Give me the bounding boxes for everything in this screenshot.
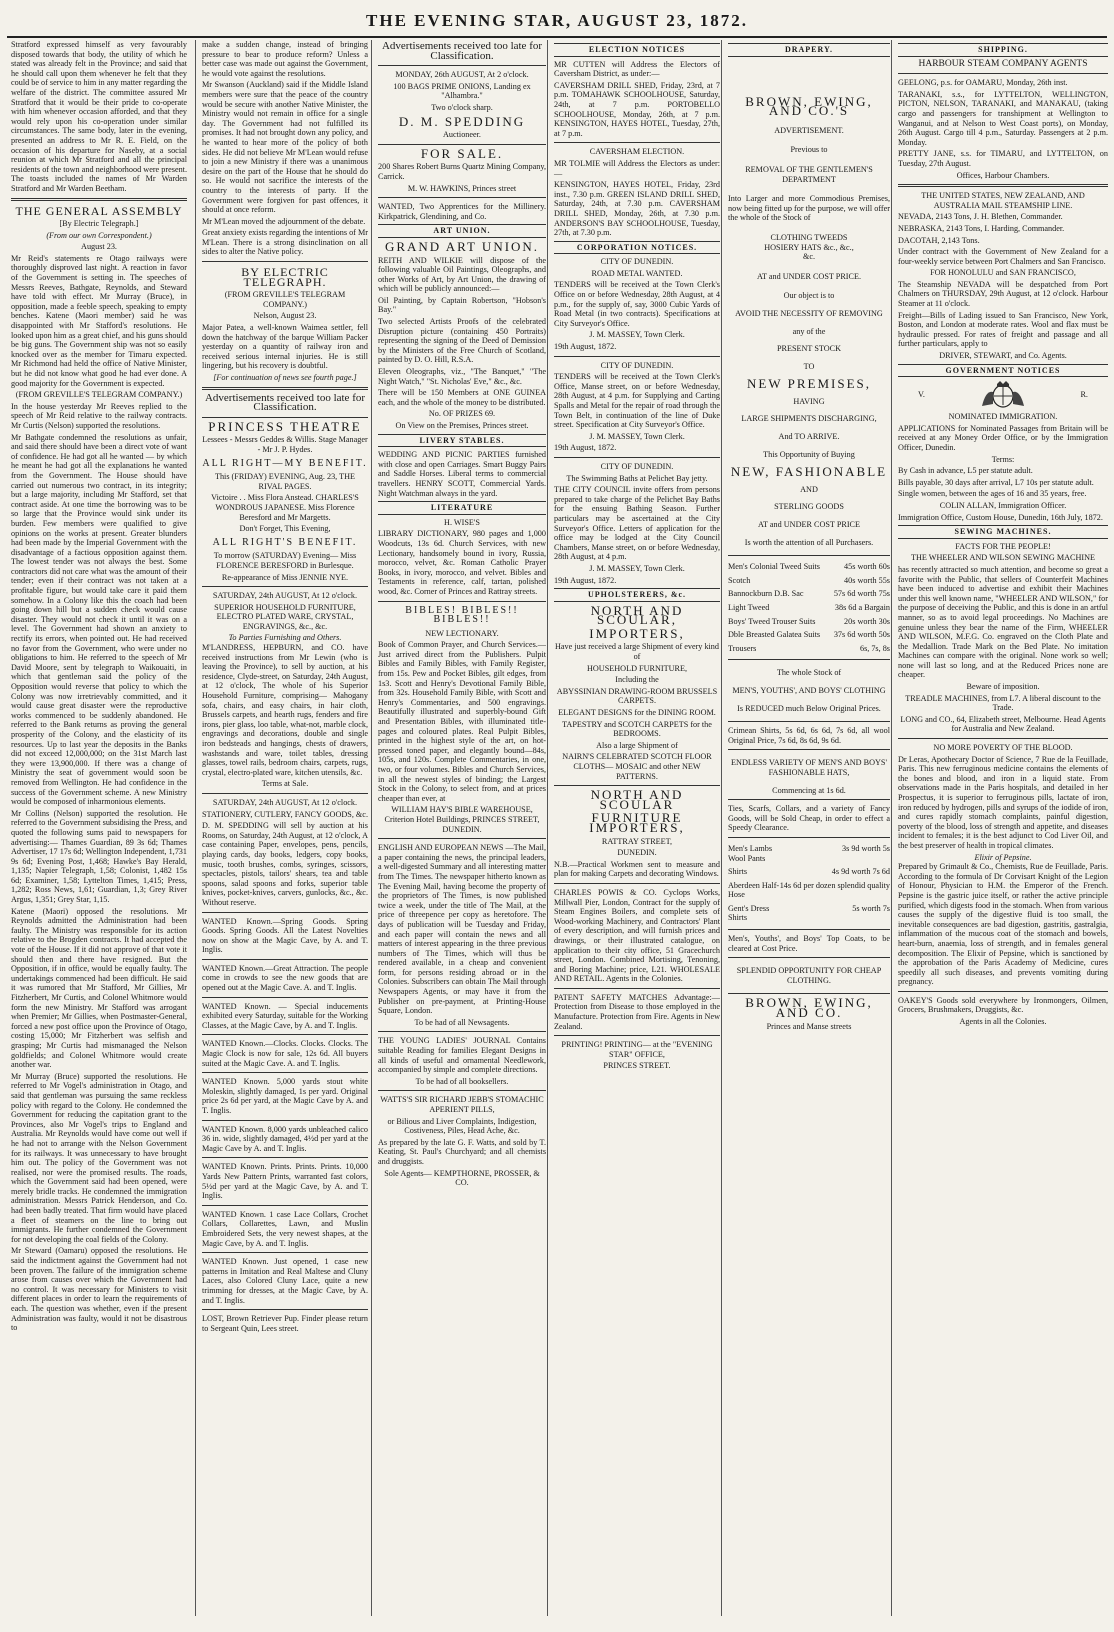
- auction-furniture-ad: [202, 591, 368, 789]
- column-2: [195, 40, 372, 1616]
- tapestry-text: TAPESTRY and SCOTCH CARPETS for the BEDROOMS.: [562, 719, 712, 739]
- printing-street: PRINCES STREET.: [603, 1061, 671, 1071]
- contract-text: Under contract with the Government of New Zealand for a four-weekly service between Port Chalmers and San Francisco.: [898, 247, 1108, 266]
- furniture-text: HOUSEHOLD FURNITURE,: [586, 663, 688, 673]
- north-scoular-title: NORTH AND SCOULAR,: [590, 602, 684, 628]
- ties-text: Ties, Scarfs, Collars, and a variety of Fancy Goods, will be Sold Cheap, in order to effect a Speedy Clearance.: [728, 804, 890, 833]
- immigration-officer: COLIN ALLAN, Immigration Officer.: [939, 500, 1067, 510]
- caversham-title: CAVERSHAM ELECTION.: [589, 147, 685, 157]
- new-premises-text: NEW PREMISES,: [747, 376, 871, 392]
- notice-date: 19th August, 1872.: [554, 342, 617, 352]
- royal-arms-icon: [974, 380, 1032, 410]
- column-3: [371, 40, 550, 1616]
- price-row: [728, 842, 890, 865]
- theatre-ad: [202, 418, 368, 582]
- worth-text: Is worth the attention of all Purchasers.: [744, 537, 874, 547]
- shipment-text: Have just received a large Shipment of every kind of: [555, 642, 719, 662]
- theatre-night: ALL RIGHT—MY BENEFIT.: [202, 457, 368, 469]
- divider: [202, 959, 368, 960]
- wanted-ad: WANTED Known.—Clocks. Clocks. Clocks. The Magic Clock is now for sale, 12s 6d. All buyers suited at the Magic Cave. A. and T. Inglis.: [202, 1039, 368, 1068]
- price-value: 5s worth 7s: [852, 903, 890, 913]
- article-paragraph: Great anxiety exists regarding the intentions of Mr M'Lean. There is a strong disinclination on all sides to alter the Native policy.: [202, 228, 368, 257]
- pepsine-body: Prepared by Grimault & Co., Chemists, Rue de Feuillade, Paris. According to the formula of Dr Corvisart Knight of the Legion of Honour, Physician to H.M. the Emperor of the French. Pepsine is the gastric juice itself, or rather the active principle purified, which digests food in the stomach. When from various causes the supply of the digestive fluid is too small, the inevitable consequences are bad digestion, gastritis, gastralgia, inflammation of the mucous coat of the stomach and bowels, heart-burn, anaemia, loss of strength, and in females general decomposition. The Elixir of Pepsine, which is sanctioned by the approbation of the Paris Academy of Medicine, cures speedily all such diseases, and prevents vomiting during pregnancy.: [898, 862, 1108, 987]
- column-4: [547, 40, 724, 1616]
- column-6: [891, 40, 1108, 1616]
- section-corporation: CORPORATION NOTICES.: [554, 241, 720, 255]
- columns: [7, 40, 1107, 1616]
- wanted-ad: WANTED Known. Prints. Prints. Prints. 10,000 Yards New Pattern Prints, warranted fast colors, 5½d per yard at the Magic Cave, by A. and T. Inglis.: [202, 1162, 368, 1201]
- rattray-street: RATTRAY STREET,: [601, 836, 673, 846]
- price-value: 20s worth 30s: [844, 616, 890, 626]
- auction-date: MONDAY, 26th AUGUST, At 2 o'clock.: [395, 70, 529, 80]
- new-fashionable-text: NEW, FASHIONABLE: [730, 464, 888, 480]
- divider: [378, 65, 546, 66]
- harbour-steam-title: HARBOUR STEAM COMPANY AGENTS: [918, 58, 1088, 69]
- printing-ad: PRINTING! PRINTING— at the "EVENING STAR" OFFICE,: [561, 1040, 713, 1059]
- sale-title: STATIONERY, CUTLERY, FANCY GOODS, &c.: [202, 809, 368, 819]
- jebb-agents: Sole Agents— KEMPTHORNE, PROSSER, & CO.: [384, 1168, 540, 1188]
- price-item: Aberdeen Half-Hose: [728, 880, 780, 900]
- price-row: [728, 902, 890, 925]
- divider: [898, 738, 1108, 739]
- divider: [202, 1252, 368, 1253]
- price-value: 38s 6d a Bargain: [834, 603, 890, 612]
- splendid-text: SPLENDID OPPORTUNITY FOR CHEAP CLOTHING.: [736, 966, 882, 985]
- driver-stewart: DRIVER, STEWART, and Co. Agents.: [939, 351, 1067, 361]
- divider: [378, 144, 546, 145]
- into-text: Into Larger and more Commodious Premises, now being fitted up for the purpose, we will offer the whole of the Stock of: [728, 194, 890, 223]
- section-upholsterers: UPHOLSTERERS, &c.: [554, 588, 720, 602]
- previous-text: Previous to: [790, 145, 828, 155]
- price-row: [728, 615, 890, 629]
- masthead-title: THE EVENING STAR, AUGUST 23, 1872.: [366, 11, 748, 30]
- for-sale-title: FOR SALE.: [420, 145, 504, 161]
- divider: [554, 457, 720, 458]
- advertisement-label: ADVERTISEMENT.: [774, 125, 844, 135]
- notice-date: 19th August, 1872.: [554, 575, 617, 585]
- article-intro: Stratford expressed himself as very favourably disposed towards that body, the utility of which he stated was already felt in the Province; and said that he should call upon them whenever he felt that they could be of service to him in any matter regarding the welfare of the district. The committee assured Mr Stratford that it would be their pride to co-operate with him whenever occasion afforded, and that they would rely upon his co-operation under similar circumstances. The same body, later in the evening, presented an address to Mr R. E. Field, on the occasion of his departure for Naseby, at a social reunion at which Mr Stratford and all the principal residents of the town and neighborhood were present. The toasts included the names of Mr Warden Stratford and Mr Warden Beetham.: [11, 40, 187, 193]
- divider: [378, 838, 546, 839]
- nevada-line: NEVADA, 2143 Tons, J. H. Blethen, Commander.: [898, 212, 1063, 222]
- price-item: Men's Colonial Tweed Suits: [728, 562, 820, 572]
- divider: [728, 799, 890, 800]
- art-union-body: REITH AND WILKIE will dispose of the following valuable Oil Paintings, Oleographs, and other Works of Art, by Art Union, the drawing of which will be publicly announced:—: [378, 255, 546, 294]
- divider: [378, 601, 546, 602]
- town-clerk: J. M. MASSEY, Town Clerk.: [589, 563, 685, 573]
- cutten-notice: MR CUTTEN will Address the Electors of Caversham District, as under:—: [554, 59, 720, 79]
- hats-text: ENDLESS VARIETY OF MEN'S AND BOYS' FASHIONABLE HATS,: [731, 758, 887, 777]
- divider: [554, 1035, 720, 1036]
- divider: [202, 1309, 368, 1310]
- price-value: 3s 9d worth 5s: [842, 843, 890, 853]
- divider: [202, 1034, 368, 1035]
- offices-line: Offices, Harbour Chambers.: [956, 170, 1050, 180]
- section-election: ELECTION NOTICES: [554, 43, 720, 57]
- divider: [378, 197, 546, 198]
- sale-body: D. M. SPEDDING will sell by auction at his Rooms, on Saturday, 24th August, at 12 o'clock, A case containing Paper, envelopes, pens, pencils, playing cards, day books, ledgers, copy books, music, tooth brushes, combs, syringes, scissors, spectacles, pistols, tailors' shears, tea and table spoons, salad spoons and forks, superior table knives, pocket-knives, carvers, gunlocks, &c., &c. Without reserve.: [202, 821, 368, 907]
- dateline: August 23.: [81, 242, 117, 252]
- late-ads-header: Advertisements received too late for Classification.: [204, 391, 366, 414]
- arrive-text: And TO ARRIVE.: [778, 432, 840, 442]
- divider: [728, 749, 890, 750]
- price-item: Gent's Dress Shirts: [728, 903, 770, 923]
- section-art-union: ART UNION.: [378, 224, 546, 238]
- present-stock-text: PRESENT STOCK: [776, 344, 842, 354]
- sterling-text: STERLING GOODS: [774, 502, 844, 512]
- furniture-importers: FURNITURE IMPORTERS,: [589, 810, 685, 835]
- masthead: [7, 6, 1107, 38]
- article-paragraph: Mr Murray (Bruce) supported the resolutions. He referred to Mr Vogel's administration in Otago, and said that gentleman was pursuing the same reckless policy with regard to the Colony. He condemned the Government for reducing the capitation grant to the Provinces, also Mr Vogel's trips to England and Australia. Mr Reynolds would have come out well if he had not to arrange with the Nelson Government for its railways. It was unnecessary to have brought him out. The policy of the Government was not realised, nor were the promised results. The roads, which the Government said had been opened, were merely bridle tracks. He condemned the immigration administration. Messrs Patrick Henderson, and Co. had been badly treated. That firm would have placed a fleet of steamers on the line to bring out immigrants. He further condemned the Government for not developing the coal fields of the Colony.: [11, 1071, 187, 1244]
- article-paragraph: Major Patea, a well-known Waimea settler, fell down the hatchway of the barque William Packer yesterday on a quantity of railway iron and received serious internal injuries. He is still lingering, but his recovery is doubtful.: [202, 323, 368, 371]
- price-value: 4s 9d worth 7s 6d: [831, 867, 890, 877]
- divider: [554, 142, 720, 143]
- lost-ad: LOST, Brown Retriever Pup. Finder please return to Sergeant Quin, Lees street.: [202, 1314, 368, 1333]
- byline: [By Electric Telegraph.]: [59, 219, 139, 229]
- wanted-ad: WANTED Known.—Great Attraction. The people come in crowds to see the new goods that are opened out at the Magic Cave. A. and T. Inglis.: [202, 963, 368, 993]
- bible-warehouse: WILLIAM HAY'S BIBLE WAREHOUSE, Criterion Hotel Buildings, PRINCES STREET, DUNEDIN.: [384, 805, 540, 834]
- royal-crest-row: [898, 380, 1108, 410]
- article-paragraph: Mr Steward (Oamaru) opposed the resolutions. He said the indictment against the Government had not been proven. The failure of the immigration scheme arose from causes over which the Government had no control. It was necessary for Ministers to visit different places in order to learn the requirements of each. The question was whether, even if the present Administration was faulty, would it not be disastrous to: [11, 1246, 187, 1333]
- price-item: Light Tweed: [728, 603, 770, 612]
- pretty-jane-notice: PRETTY JANE, s.s. for TIMARU, and LYTTELTON, on Tuesday, 27th August.: [898, 149, 1108, 168]
- crimean-text: Crimean Shirts, 5s 6d, 6s 6d, 7s 6d, all wool Original Price, 7s 6d, 8s 6d, 9s 6d.: [728, 726, 890, 745]
- geelong-notice: GEELONG, p.s. for OAMARU, Monday, 26th inst.: [898, 78, 1068, 88]
- powis-ad: CHARLES POWIS & CO. Cyclops Works, Millwall Pier, London, Contract for the supply of Steam Engines Boilers, and complete sets of Wood-working Machinery, and Contractors' Plant of every description, and will furnish prices and drawings, or their illustrated catalogue, on application to their city office, 51 Gracechurch street, London. Combined Mortising, Tenoning, and Boring Machine; price, L21. WHOLESALE AND RETAIL. Agents in the Colonies.: [554, 887, 720, 984]
- treadle-text: TREADLE MACHINES, from L7. A liberal discount to the Trade.: [905, 693, 1101, 713]
- goods-list: CLOTHING TWEEDS HOSIERY HATS &c., &c., &c.: [764, 232, 854, 262]
- applications-text: APPLICATIONS for Nominated Passages from Britain will be received at any Money Order Office, or by the Immigration Officer, Dunedin.: [898, 423, 1108, 452]
- dacotah-line: DACOTAH, 2,143 Tons.: [898, 235, 980, 245]
- late-ads-header: Advertisements received too late for Classification.: [381, 40, 543, 62]
- price-value: 37s 6d worth 50s: [833, 630, 890, 640]
- brown-ewing-street: Princes and Manse streets: [766, 1021, 852, 1031]
- divider: [898, 73, 1108, 74]
- sale-terms: Terms at Sale.: [261, 779, 309, 789]
- road-metal-body: TENDERS will be received at the Town Clerk's Office on or before Wednesday, 28th August, at 4 p.m., for the supply of, say, 3000 Cubic Yards of Road Metal (in two contracts). Specifications at City Surveyor's Office.: [554, 280, 720, 328]
- city-title: CITY OF DUNEDIN.: [600, 360, 674, 370]
- also-text: Also a large Shipment of: [596, 740, 678, 750]
- article-paragraph: In the house yesterday Mr Reeves replied to the speech of Mr Reid relative to the railway contracts. Mr Curtis (Nelson) supported the resolutions.: [11, 401, 187, 430]
- divider: [728, 929, 890, 930]
- long-co-text: LONG and CO., 64, Elizabeth street, Melbourne. Head Agents for Australia and New Zealand.: [900, 714, 1106, 734]
- to-text: TO: [803, 361, 815, 371]
- wise-ad: LIBRARY DICTIONARY, 980 pages and 1,000 Woodcuts, 13s 6d. Church Services, with new Lectionary, handsomely bound in ivory, Russia, morocco, velvet, &c. Roman Catholic Prayer Books, in ivory, morocco, and velvet. Bibles and Testaments in reference, calf, tartan, polished wood, &c. Corner of Princes and Rattray streets.: [378, 529, 546, 596]
- theatre-title: PRINCESS THEATRE: [208, 418, 362, 434]
- article-paragraph: Mr Swanson (Auckland) said if the Middle Island members were sure that the peace of the country would be secure with another Native Minister, the Ministry would not remain in office for a single day. The Government had not fulfilled its promises. It had not brought down any policy, and he wanted to hear more of the policy of both sides. He did not believe Mr M'Lean would refuse to join a new Ministry if there was a unanimous desire on the part of the House that he should do so. He would not sacrifice the interests of the country to the interests of party. If the Government were forgiven for past offences, it should at once reform.: [202, 80, 368, 215]
- mail-agents: To be had of all Newsagents.: [414, 1017, 510, 1027]
- column-5: [721, 40, 894, 1616]
- sale-date: SATURDAY, 24th AUGUST, At 12 o'clock.: [212, 797, 358, 807]
- wheeler-body: has recently attracted so much attention, and become so great a favorite with the Public, that sellers of Counterfeit Machines have been induced to advertise and exhibit their Machines under this well known name, "WHEELER AND WILSON," for the purpose of deceiving the Public, and this is done in an artful manner, so as to avoid legal proceedings. No Machines are genuine unless they bear the name of the Firm, WHEELER AND WILSON, M.F.G. Co. engraved on the Cloth Plate and the Medallion. Trade Mark on the Bed Plate. No imitation Machines can compare with the original. None work so well; none will last so long, and at the Reduced Prices none are cheaper.: [898, 564, 1108, 680]
- price-row: [728, 865, 890, 879]
- price-row: [728, 642, 890, 656]
- lectionary-title: NEW LECTIONARY.: [425, 628, 499, 638]
- bibles-title: BIBLES! BIBLES!! BIBLES!!: [405, 604, 519, 626]
- price-item: Trousers: [728, 643, 757, 653]
- nominated-title: NOMINATED IMMIGRATION.: [948, 412, 1058, 422]
- oakey-ad: OAKEY'S Goods sold everywhere by Ironmongers, Oilmen, Grocers, Brushmakers, Druggists, &c.: [898, 995, 1108, 1015]
- city-title: CITY OF DUNEDIN.: [600, 257, 674, 267]
- honolulu-title: FOR HONOLULU and SAN FRANCISCO,: [930, 268, 1076, 278]
- art-union-members: There will be 150 Members at ONE GUINEA each, and the whole of the money to be distributed.: [378, 388, 546, 407]
- jebb-body: or Bilious and Liver Complaints, Indigestion, Costiveness, Piles, Head Ache, &c.: [387, 1116, 537, 1136]
- notice-date: 19th August, 1872.: [554, 443, 617, 453]
- baths-body: THE CITY COUNCIL invite offers from persons prepared to take charge of the Pelichet Bay Baths for the ensuing Bathing Season. Further particulars may be ascertained at the City Surveyor's Office. Letters of application for the office may be lodged at the City Council Chambers, Manse street, on or before Wednesday, 28th August, at 4 p.m.: [554, 485, 720, 562]
- divider: [202, 387, 368, 390]
- opportunity-text: This Opportunity of Buying: [763, 449, 855, 459]
- at-under-text: AT and UNDER COST PRICE: [757, 520, 861, 530]
- divider: [728, 721, 890, 722]
- for-sale-signature: M. W. HAWKINS, Princes street: [407, 183, 517, 193]
- source-line: (FROM GREVILLE'S TELEGRAM COMPANY.): [224, 290, 346, 309]
- divider: [728, 659, 890, 660]
- price-row: [728, 574, 890, 588]
- including-text: Including the: [615, 675, 659, 685]
- divider: [378, 1031, 546, 1032]
- dateline: Nelson, August 23.: [253, 311, 317, 321]
- theatre-cast: Victoire . . Miss Flora Anstead. CHARLES'S WONDROUS JAPANESE. Miss Florence Beresford and Mr Margetts.: [211, 493, 359, 522]
- theatre-forget: Don't Forget, This Evening,: [239, 524, 331, 534]
- section-literature: LITERATURE: [378, 501, 546, 515]
- pepsine-title: Elixir of Pepsine.: [974, 852, 1032, 862]
- bills-terms: Bills payable, 30 days after arrival, L7 10s per statute adult.: [898, 477, 1094, 487]
- onions-title: 100 BAGS PRIME ONIONS, Landing ex "Alhambra.": [393, 81, 531, 101]
- price-value: 6s, 7s, 8s: [859, 643, 890, 653]
- having-text: HAVING: [793, 396, 825, 406]
- shipments-text: LARGE SHIPMENTS DISCHARGING,: [741, 414, 877, 424]
- ladies-journal-agents: To be had of all booksellers.: [415, 1076, 509, 1086]
- price-item: Shirts: [728, 867, 748, 877]
- town-clerk: J. M. MASSEY, Town Clerk.: [589, 330, 685, 340]
- divider: [202, 793, 368, 794]
- north-scoular-importers: IMPORTERS,: [589, 625, 685, 641]
- divider: [202, 417, 368, 418]
- auctioneer-label: Auctioneer.: [443, 130, 481, 140]
- wanted-ad: WANTED Known. — Special inducements exhibited every Saturday, suitable for the Working Classes, at the Magic Cave, by A. and T. Inglis.: [202, 1001, 368, 1030]
- steamship-text: The Steamship NEVADA will be despatched from Port Chalmers on THURSDAY, 29th August, at 12 o'clock. Harbour Steamer at 11 o'clock.: [898, 279, 1108, 309]
- crest-letter-r: R.: [1080, 390, 1088, 400]
- price-row: [728, 587, 890, 601]
- price-item: Dble Breasted Galatea Suits: [728, 630, 821, 640]
- price-value: 40s worth 55s: [844, 575, 890, 585]
- tolmie-notice: MR TOLMIE will Address the Electors as under:—: [554, 158, 720, 178]
- avoid-text: AVOID THE NECESSITY OF REMOVING: [735, 308, 883, 318]
- wanted-ad: WANTED Known. Just opened, 1 case new patterns in Imitation and Real Maltese and Cluny Laces, also Colored Cluny Lace, quite a new trimming for dresses, at the Magic Cave, by A. and T. Inglis.: [202, 1257, 368, 1305]
- divider: [202, 586, 368, 587]
- jebb-prepared: As prepared by the late G. F. Watts, and sold by T. Keating, St. Paul's Churchyard; and all chemists and druggists.: [378, 1137, 546, 1166]
- cost-price-text: AT and UNDER COST PRICE.: [756, 271, 862, 281]
- wanted-ad: WANTED Known. 5,000 yards stout white Moleskin, slightly damaged, 1s per yard. Original price 2s 6d per yard, at the Magic Cave by A. and T. Inglis.: [202, 1077, 368, 1115]
- art-union-proofs: Two selected Artists Proofs of the celebrated Disruption picture (containing 450 Portraits) representing the signing of the Deed of Demission by the Ministers of the Free Church of Scotland, painted by D. O. Hill, R.S.A.: [378, 317, 546, 365]
- price-row: [728, 628, 890, 642]
- divider: [728, 837, 890, 838]
- art-union-oleographs: Eleven Oleographs, viz., "The Banquet," "The Night Watch," "St. Nicholas' Eve," &c., &c.: [378, 367, 546, 386]
- price-value: 45s worth 60s: [844, 562, 890, 572]
- single-women-terms: Single women, between the ages of 16 and 35 years, free.: [898, 489, 1087, 499]
- section-drapery: DRAPERY.: [728, 43, 890, 57]
- art-union-oil: Oil Painting, by Captain Robertson, "Hobson's Bay.": [378, 295, 546, 315]
- dining-text: ELEGANT DESIGNS for the DINING ROOM.: [558, 708, 716, 718]
- article-heading: BY ELECTRIC TELEGRAPH.: [241, 265, 329, 289]
- divider: [202, 1205, 368, 1206]
- ladies-journal-ad: THE YOUNG LADIES' JOURNAL Contains suitable Reading for families Elegant Designs in all kinds of useful and ornamental Needlework, accompanied by simple and complete directions.: [378, 1036, 546, 1075]
- divider: [728, 555, 890, 556]
- nebraska-line: NEBRASKA, 2143 Tons, I. Harding, Commander.: [898, 223, 1065, 233]
- onions-terms: Two o'clock sharp.: [431, 102, 493, 112]
- article-heading: THE GENERAL ASSEMBLY: [15, 203, 183, 218]
- price-item: Men's Lambs Wool Pants: [728, 843, 772, 863]
- divider: [898, 991, 1108, 992]
- price-list: [728, 560, 890, 655]
- city-title: CITY OF DUNEDIN.: [600, 461, 674, 471]
- north-scoular-title-2: NORTH AND SCOULAR: [590, 787, 684, 812]
- and-text: AND: [800, 484, 818, 494]
- divider: [554, 883, 720, 884]
- baths-title: The Swimming Baths at Pelichet Bay jetty.: [566, 473, 708, 483]
- for-sale-body: 200 Shares Robert Burns Quartz Mining Company, Carrick.: [378, 162, 546, 181]
- spalls-body: TENDERS will be received at the Town Clerk's Office, Manse street, on or before Wednesday, 28th August, at 4 p.m. for Supplying and Carting Spalls and Metal for the repair of road through the Town Belt, in continuation of the line of Duke street. Specification at City Surveyor's Office.: [554, 372, 720, 430]
- wanted-ad: WANTED Known. 8,000 yards unbleached calico 36 in. wide, slightly damaged, 4½d per yard at the Magic Cave by A. and T. Inglis.: [202, 1124, 368, 1153]
- section-sewing: SEWING MACHINES.: [898, 525, 1108, 539]
- wheeler-title: THE WHEELER AND WILSON SEWING MACHINE: [910, 553, 1096, 563]
- livery-ad: WEDDING AND PICNIC PARTIES furnished with close and open Carriages. Smart Buggy Pairs and Saddle Horses. Liberal terms to commercial travellers. HENRY SCOTT, Commercial Yards. Night Watchman always in the yard.: [378, 450, 546, 498]
- crest-letter-v: V.: [918, 390, 925, 400]
- price-row: [728, 560, 890, 574]
- reduced-text: Is REDUCED much Below Original Prices.: [737, 703, 881, 713]
- sale-title: SUPERIOR HOUSEHOLD FURNITURE, ELECTRO PLATED WARE, CRYSTAL, ENGRAVINGS, &c., &c.: [214, 602, 356, 631]
- price-row: [728, 601, 890, 615]
- price-list-2: [728, 842, 890, 925]
- newspaper-page: [7, 6, 1107, 1616]
- dunedin: DUNEDIN.: [617, 848, 657, 858]
- article-paragraph: Katene (Maori) opposed the resolutions. Mr Reynolds admitted the Administration had been faulty. The Ministry was responsible for its action relative to the Brogden contracts. It had accepted the vote of the House. If it did not approve of that vote it should then and there have resigned. But the Opposition, if in office, would be equally faulty. The undertakings commenced had been difficult. He said it was rumored that Mr Stafford, Mr Gillies, Mr Fitzherbert, Mr Curtis, and Colonel Whitmore would form the new Ministry. Mr Stafford was arrogant when Premier; Mr Gillies, when Postmaster-General, forced a new post office upon the Province of Otago, costing 15,000; Mr Fitzherbert was selfish and grasping; Mr Curtis had mismanaged the Nelson goldfields; and Colonel Whitmore would create another war.: [11, 906, 187, 1070]
- sale-body: M'LANDRESS, HEPBURN, and CO. have received instructions from Mr Lewin (who is leaving the Province), to sell by auction, at his residence, Clyde-street, on Saturday, 24th August, at 12 o'clock, The whole of his Superior Household Furniture, comprising— Mahogany sofa, chairs, and easy chairs, in hair cloth, Brussels carpets, and hearth rugs, fenders and fire irons, pier glass, loo table, what-not, marble clock, engravings and decorations, double and single iron bedsteads and hangings, chests of drawers, washstands and ware, toilet tables, dressing glasses, towel rails, bedroom chairs, carpets, rugs, crystal, electro-plated ware, kitchen utensils, &c.: [202, 643, 368, 777]
- column-1: [7, 40, 191, 1616]
- bibles-body: Book of Common Prayer, and Church Services.—Just arrived direct from the Publishers. Pulpit Bibles and Family Bibles, with Family Register, from 15s. Pew and Pocket Bibles, gilt edges, from 1s3. Scott and Henry's Devotional Family Bible, from 32s. Household Family Bible, with Scott and Henry's Commentaries, and 500 engravings. Beautifully illustrated and superbly-bound Gift and Presentation Bibles, with illuminated title-pages and coloured plates. Real Pulpit Bibles, printed in the highest style of the art, on hot-pressed toned paper, and elegantly bound—84s, 105s, and 120s. Complete Commentaries, in one, two, or four volumes. Bibles and Church Services, in all the newest styles of binding; the Largest Stock in the Colony, to select from, and at prices cheaper than ever, at: [378, 640, 546, 803]
- facts-title: FACTS FOR THE PEOPLE!: [955, 541, 1051, 551]
- theatre-lessees: Lessees - Messrs Geddes & Willis. Stage Manager - Mr J. P. Hydes.: [202, 435, 368, 454]
- divider: [202, 1157, 368, 1158]
- divider: [554, 988, 720, 989]
- divider: [728, 957, 890, 958]
- us-line-title: THE UNITED STATES, NEW ZEALAND, AND AUSTRALIA MAIL STEAMSHIP LINE.: [921, 191, 1085, 210]
- article-paragraph: make a sudden change, instead of bringing pressure to bear to produce reform? Unless a better case was made out against the Government, he would vote against the resolutions.: [202, 40, 368, 78]
- oakey-agents: Agents in all the Colonies.: [959, 1017, 1047, 1027]
- article-paragraph: Mr M'Lean moved the adjournment of the debate.: [202, 216, 366, 226]
- sale-subtitle: To Parties Furnishing and Others.: [228, 633, 342, 643]
- price-item: Bannockburn D.B. Sac: [728, 589, 804, 599]
- whole-stock-text: The whole Stock of: [776, 668, 842, 678]
- section-government: GOVERNMENT NOTICES: [898, 364, 1108, 378]
- divider: [202, 261, 368, 262]
- divider: [202, 912, 368, 913]
- byline-correspondent: (From our own Correspondent.): [46, 230, 152, 240]
- divider: [898, 184, 1108, 187]
- removal-text: REMOVAL OF THE GENTLEMEN'S DEPARTMENT: [745, 164, 873, 184]
- price-value: 14s 6d per dozen splendid quality: [779, 880, 890, 890]
- theatre-reappearance: Re-appearance of Miss JENNIE NYE.: [221, 572, 349, 582]
- continuation-note: [For continuation of news see fourth page.]: [213, 373, 357, 382]
- theatre-tomorrow: To morrow (SATURDAY) Evening— Miss FLORENCE BERESFORD in Burlesque.: [213, 551, 357, 570]
- source-line: (FROM GREVILLE'S TELEGRAM COMPANY.): [15, 390, 183, 400]
- divider: [554, 785, 720, 786]
- carpets-text: ABYSSINIAN DRAWING-ROOM BRUSSELS CARPETS.: [556, 686, 718, 706]
- theatre-benefit: ALL RIGHT'S BENEFIT.: [212, 536, 358, 548]
- price-item: Boys' Tweed Trouser Suits: [728, 616, 816, 626]
- auction-stationery-ad: [202, 798, 368, 908]
- auctioneer-name: D. M. SPEDDING: [398, 113, 526, 129]
- mail-ad: ENGLISH AND EUROPEAN NEWS —The Mail, a paper containing the news, the principal leaders, a well-digested Summary and all interesting matter from The Times. The newspaper hitherto known as The Evening Mail, having become the property of the proprietors of The Times, is now published twice a week, under the title of The Mail, at the price of threepence per copy as heretofore. The days of publication will be Tuesday and Friday, and each paper will contain the news and all matters of interest appearing in the three previous numbers of The Times, which will thus be rendered available, in a cheap and convenient form, for persons residing abroad or in the Colonies. Subscribers can obtain The Mail through Newspapers Agents, or may have it from the Publisher on pre-payment, at Printing-House Square, London.: [378, 843, 546, 1016]
- art-union-view: On View on the Premises, Princes street.: [395, 421, 529, 430]
- clothing-text: MEN'S, YOUTHS', AND BOYS' CLOTHING: [732, 685, 886, 695]
- price-value: 57s 6d worth 75s: [833, 589, 890, 599]
- workmen-note: N.B.—Practical Workmen sent to measure and plan for making Carpets and decorating Windows.: [554, 859, 720, 879]
- article-paragraph: Mr Reid's statements re Otago railways were thoroughly disproved last night. A reaction in favor of the Government is setting in. The speeches of Messrs Reeves, Bathgate, Reynolds, and Steward have told with effect. Mr Murray (Bruce), in opposition, made a feeble speech, speaking to empty benches. Katene (Maori member) said he was disappointed with Mr Stafford's resolutions. He looked upon him as a great chief, and his guns should be big guns. The Government ship was not so easily knocked over as the member for Timaru expected. Mr Richmond had held the office of Native Minister, but he did not know what good he had ever done. A good majority for the Government is expected.: [11, 253, 187, 388]
- object-text: Our object is to: [783, 291, 835, 301]
- terms-label: Terms:: [991, 454, 1015, 464]
- millinery-ad: WANTED, Two Apprentices for the Millinery. Kirkpatrick, Glendining, and Co.: [378, 202, 546, 221]
- freight-text: Freight—Bills of Lading issued to San Francisco, New York, Boston, and London at moderate rates. Wool and flax must be hydraulic pressed. For rates of freight and passage and all further particulars, apply to: [898, 310, 1108, 349]
- divider: [202, 1120, 368, 1121]
- divider: [11, 198, 187, 201]
- road-metal-title: ROAD METAL WANTED.: [591, 268, 683, 278]
- nairn-text: NAIRN'S CELEBRATED SCOTCH FLOOR CLOTHS— MOSAIC and other NEW PATTERNS.: [562, 752, 712, 781]
- divider: [202, 1072, 368, 1073]
- brown-ewing-title: BROWN, EWING, AND CO.'S: [745, 93, 873, 119]
- section-livery: LIVERY STABLES.: [378, 434, 546, 448]
- cash-terms: By Cash in advance, L5 per statute adult.: [898, 466, 1033, 476]
- divider: [202, 997, 368, 998]
- article-paragraph: Mr Bathgate condemned the resolutions as unfair, and said there should have been a direct vote of want of confidence. He had got all he wanted — by which he meant he had got all the explanations he wanted from the Government. The House should have carried out numerous two contract, in its integrity; but a large majority, including Mr Stafford, set that contract aside. At one time the borrowing was to be so large that the Province would sink under its burden. Few members were qualified to give opinions on the works at present. Greater blunders had been made by the Imperial Government with the disadvantage of a factious opposition against them. The lowest tender was not always the best. Some contractors did not care what was the amount of their tender; even if their contract was not taken at a profitable figure, but would take care it paid them somehow. In a Colony like this the coach had been going down hill but a sudden check would cause disaster. They would not check it until it was on a level. The Government had shown an anxiety to rectify its errors, when pointed out. He had received no favor from the Government, who were under no obligations to him. He referred to the speech of Mr David Moore, sent by telegraph to Waikouaiti, in which that gentleman said the policy of the Opposition would reverse that policy to which the Colony was now irretrievably committed, and it would cause great disaster were the reproductive works commenced to be suddenly abandoned. He referred to the Bank returns as proving the general prosperity of the Colony, and the elasticity of its resources. Up to last year the deposits in the Banks did not exceed 12,000,000; on the 31st March last they were 13,900,000. If there was a change of Ministry the seat of government would soon be removed from Wellington. He had confidence in the success of the Government scheme. A new Ministry would be composed of inharmonious elements.: [11, 432, 187, 807]
- jebb-title: WATTS'S SIR RICHARD JEBB'S STOMACHIC APERIENT PILLS,: [380, 1095, 544, 1114]
- sale-date: SATURDAY, 24th AUGUST, At 12 o'clock.: [212, 591, 358, 601]
- section-shipping: SHIPPING.: [898, 43, 1108, 57]
- commencing-text: Commencing at 1s 6d.: [772, 785, 846, 795]
- immigration-office: Immigration Office, Custom House, Dunedin, 16th July, 1872.: [898, 512, 1103, 522]
- top-coats-text: Men's, Youths', and Boys' Top Coats, to be cleared at Cost Price.: [728, 934, 890, 953]
- beware-text: Beware of imposition.: [966, 682, 1040, 692]
- brown-ewing-signature: BROWN, EWING, AND CO.: [745, 995, 873, 1021]
- divider: [554, 356, 720, 357]
- price-row: [728, 879, 890, 902]
- wanted-ad: WANTED Known.—Spring Goods. Spring Goods. Spring Goods. All the Latest Novelties now on show at the Magic Cave, by A. and T. Inglis.: [202, 916, 368, 955]
- poverty-title: NO MORE POVERTY OF THE BLOOD.: [933, 743, 1073, 753]
- price-item: Scotch: [728, 575, 751, 585]
- matches-ad: PATENT SAFETY MATCHES Advantage:— Protection from Disease to those employed in the Manufacture. Protection from Fire. Agents in New Zealand.: [554, 992, 720, 1031]
- tolmie-meetings: KENSINGTON, HAYES HOTEL, Friday, 23rd inst., 7.30 p.m. GREEN ISLAND DRILL SHED, Saturday, 24th, at 7.30 p.m. CAVERSHAM DRILL SHED, Monday, 26th, at 7.30 p.m. ANDERSON'S BAY SCHOOLHOUSE, Tuesday, 27th, at 7.30 p.m.: [554, 180, 720, 238]
- divider: [378, 1090, 546, 1091]
- art-union-title: GRAND ART UNION.: [384, 238, 540, 254]
- article-paragraph: Mr Collins (Nelson) supported the resolution. He referred to the Government subsidising the Press, and quoted the following sums paid to newspapers for advertising:— Thames Guardian, 89 3s 6d; Thames Advertiser, 17 17s 6d; Wellington Independent, 1,731 9s 6d; Evening Post, 1,468; Hawke's Bay Herald, 1,135; Napier Telegraph, 1,58; Colonist, 1,482 15s 6d; Examiner, 1,58; Lyttelton Times, 1,415; Press, 1,282; Ross News, 1,61; Guardian, 1,3; Grey River Argus, 1,351; Grey Star, 1,15.: [11, 808, 187, 905]
- poverty-body: Dr Leras, Apothecary Doctor of Science, 7 Rue de la Feuillade, Paris. This new ferruginous medicine contains the elements of the bones and blood, and iron in a liquid state. From observations made in the Paris hospitals, and detailed in her Prospectus, it is superior to ferruginous pills, lactate of iron, iron reduced by hydrogen, pills and syrups of the iodide of iron, and cures rapidly stomach complaints, painful digestion, poverty of the blood, loss of strength and appetite, and diseases incident to females; it is the best adjunct to Cod Liver Oil, and the best preserver of health in tropical climates.: [898, 754, 1108, 850]
- taranaki-notice: TARANAKI, s.s., for LYTTELTON, WELLINGTON, PICTON, NELSON, TARANAKI, and MANAKAU, (taking cargo and passengers for transhipment at Wellington to Wanganui, and at Nelson to West Coast ports), on Monday, 26th August. Cargo till 4 p.m., Saturday. Passengers at 2 p.m. Monday.: [898, 89, 1108, 147]
- cutten-meetings: CAVERSHAM DRILL SHED, Friday, 23rd, at 7 p.m. TOMAHAWK SCHOOLHOUSE, Saturday, 24th, at 7 p.m. PORTOBELLO SCHOOLHOUSE, Monday, 26th, at 7 p.m. KENSINGTON, HAYES HOTEL, Tuesday, 27th, at 7 p.m.: [554, 80, 720, 138]
- town-clerk: J. M. MASSEY, Town Clerk.: [589, 431, 685, 441]
- any-text: any of the: [792, 326, 826, 336]
- theatre-evening: This (FRIDAY) EVENING, Aug. 23, THE RIVAL PAGES.: [214, 472, 356, 491]
- art-union-prizes: No. OF PRIZES 69.: [428, 409, 496, 419]
- wise-name: H. WISE'S: [444, 517, 480, 527]
- divider: [728, 993, 890, 994]
- wanted-ad: WANTED Known. 1 case Lace Collars, Crochet Collars, Collarettes, Lawn, and Muslin Embroidered Sets, the very newest shapes, at the Magic Cave, by A. and T. Inglis.: [202, 1209, 368, 1248]
